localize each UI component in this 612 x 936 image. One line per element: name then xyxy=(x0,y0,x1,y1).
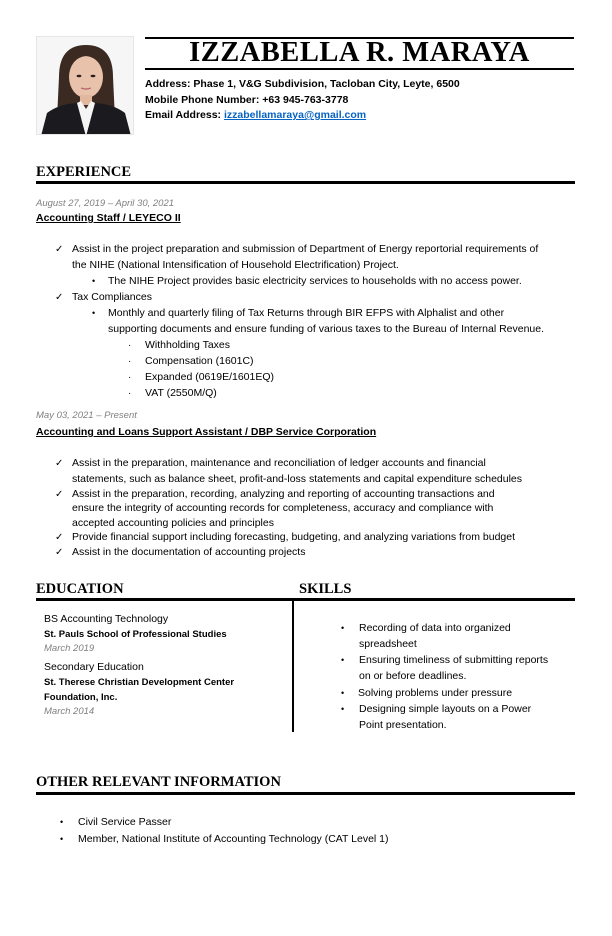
edu-degree: BS Accounting Technology xyxy=(44,613,169,625)
person-photo-icon xyxy=(37,37,134,135)
other-item: Civil Service Passer xyxy=(78,816,172,828)
checkmark-icon: ✓ xyxy=(55,547,64,558)
list-item: The NIHE Project provides basic electricity services to households with no access power. xyxy=(108,275,522,287)
profile-photo xyxy=(36,36,134,135)
list-item: Assist in the preparation, recording, analyzing and reporting of accounting transactions and xyxy=(72,488,495,500)
bullet-icon: • xyxy=(341,623,345,633)
experience-heading: EXPERIENCE xyxy=(36,164,132,180)
checkmark-icon: ✓ xyxy=(55,244,64,255)
skill-item: Solving problems under pressure xyxy=(358,687,513,699)
bullet-icon: • xyxy=(341,688,345,698)
skill-item: Recording of data into organized xyxy=(359,622,511,634)
skills-heading: SKILLS xyxy=(299,581,352,597)
skill-item-cont: spreadsheet xyxy=(359,638,417,650)
skill-item-cont: Point presentation. xyxy=(359,719,447,731)
skill-item: Designing simple layouts on a Power xyxy=(359,703,532,715)
edu-degree: Secondary Education xyxy=(44,661,144,673)
list-item: Compensation (1601C) xyxy=(145,355,254,367)
bullet-icon: • xyxy=(341,704,345,714)
bullet-icon: • xyxy=(92,308,96,318)
list-item-cont: the NIHE (National Intensification of Household Electrification) Project. xyxy=(72,259,399,271)
list-item: Expanded (0619E/1601EQ) xyxy=(145,371,275,383)
phone: Mobile Phone Number: +63 945-763-3778 xyxy=(145,93,349,106)
skill-item: Ensuring timeliness of submitting reports xyxy=(359,654,549,666)
other-item: Member, National Institute of Accounting Technology (CAT Level 1) xyxy=(78,833,389,845)
checkmark-icon: ✓ xyxy=(55,458,64,469)
dot-icon: · xyxy=(128,340,132,351)
edu-date: March 2019 xyxy=(44,643,95,654)
checkmark-icon: ✓ xyxy=(55,489,64,500)
job-dates: May 03, 2021 – Present xyxy=(36,410,137,421)
list-item: Provide financial support including forecasting, budgeting, and analyzing variations from budget xyxy=(72,531,516,543)
job-title: Accounting and Loans Support Assistant / DBP Service Corporation xyxy=(36,426,377,438)
edu-school: St. Pauls School of Professional Studies xyxy=(44,629,227,640)
list-item: VAT (2550M/Q) xyxy=(145,387,217,399)
email-line xyxy=(145,108,366,124)
list-item: Withholding Taxes xyxy=(145,339,231,351)
checkmark-icon: ✓ xyxy=(55,292,64,303)
dot-icon: · xyxy=(128,356,132,367)
list-item-cont: supporting documents and ensure funding of various taxes to the Bureau of Internal Revenue. xyxy=(108,323,545,335)
list-item: Assist in the documentation of accounting projects xyxy=(72,546,306,558)
edu-date: March 2014 xyxy=(44,706,95,717)
email-link[interactable]: izzabellamaraya@gmail.com xyxy=(223,109,367,121)
other-info-rule xyxy=(36,792,575,795)
list-item-cont: statements, such as balance sheet, profit-and-loss statements and capital expenditure schedules xyxy=(72,473,523,485)
job-dates: August 27, 2019 – April 30, 2021 xyxy=(36,198,175,209)
edu-school-cont: Foundation, Inc. xyxy=(44,692,118,703)
other-info-heading: OTHER RELEVANT INFORMATION xyxy=(36,774,281,790)
bullet-icon: • xyxy=(341,655,345,665)
bullet-icon: • xyxy=(92,276,96,286)
address: Address: Phase 1, V&G Subdivision, Tacloban City, Leyte, 6500 xyxy=(145,78,460,90)
list-item-cont: accepted accounting policies and principles xyxy=(72,517,274,529)
checkmark-icon: ✓ xyxy=(55,532,64,543)
list-item-cont: ensure the integrity of accounting records for completeness, accuracy and compliance with xyxy=(72,502,494,514)
skill-item-cont: on or before deadlines. xyxy=(359,670,467,682)
bullet-icon: • xyxy=(60,834,64,844)
education-heading: EDUCATION xyxy=(36,581,124,597)
bullet-icon: • xyxy=(60,817,64,827)
edu-school: St. Therese Christian Development Center xyxy=(44,677,235,688)
education-skills-rule xyxy=(36,598,575,601)
list-item: Assist in the project preparation and submission of Department of Energy reportorial requirements of xyxy=(72,243,539,255)
email-label: Email Address: xyxy=(145,109,224,121)
column-divider xyxy=(292,600,294,732)
dot-icon: · xyxy=(128,388,132,399)
list-item: Assist in the preparation, maintenance and reconciliation of ledger accounts and financial xyxy=(72,457,486,469)
job-title: Accounting Staff / LEYECO II xyxy=(36,212,181,224)
name-bottom-rule xyxy=(145,68,574,70)
candidate-name: IZZABELLA R. MARAYA xyxy=(189,37,530,68)
list-item: Tax Compliances xyxy=(72,291,152,303)
dot-icon: · xyxy=(128,372,132,383)
experience-rule xyxy=(36,181,575,184)
list-item: Monthly and quarterly filing of Tax Returns through BIR EFPS with Alphalist and other xyxy=(108,307,505,319)
